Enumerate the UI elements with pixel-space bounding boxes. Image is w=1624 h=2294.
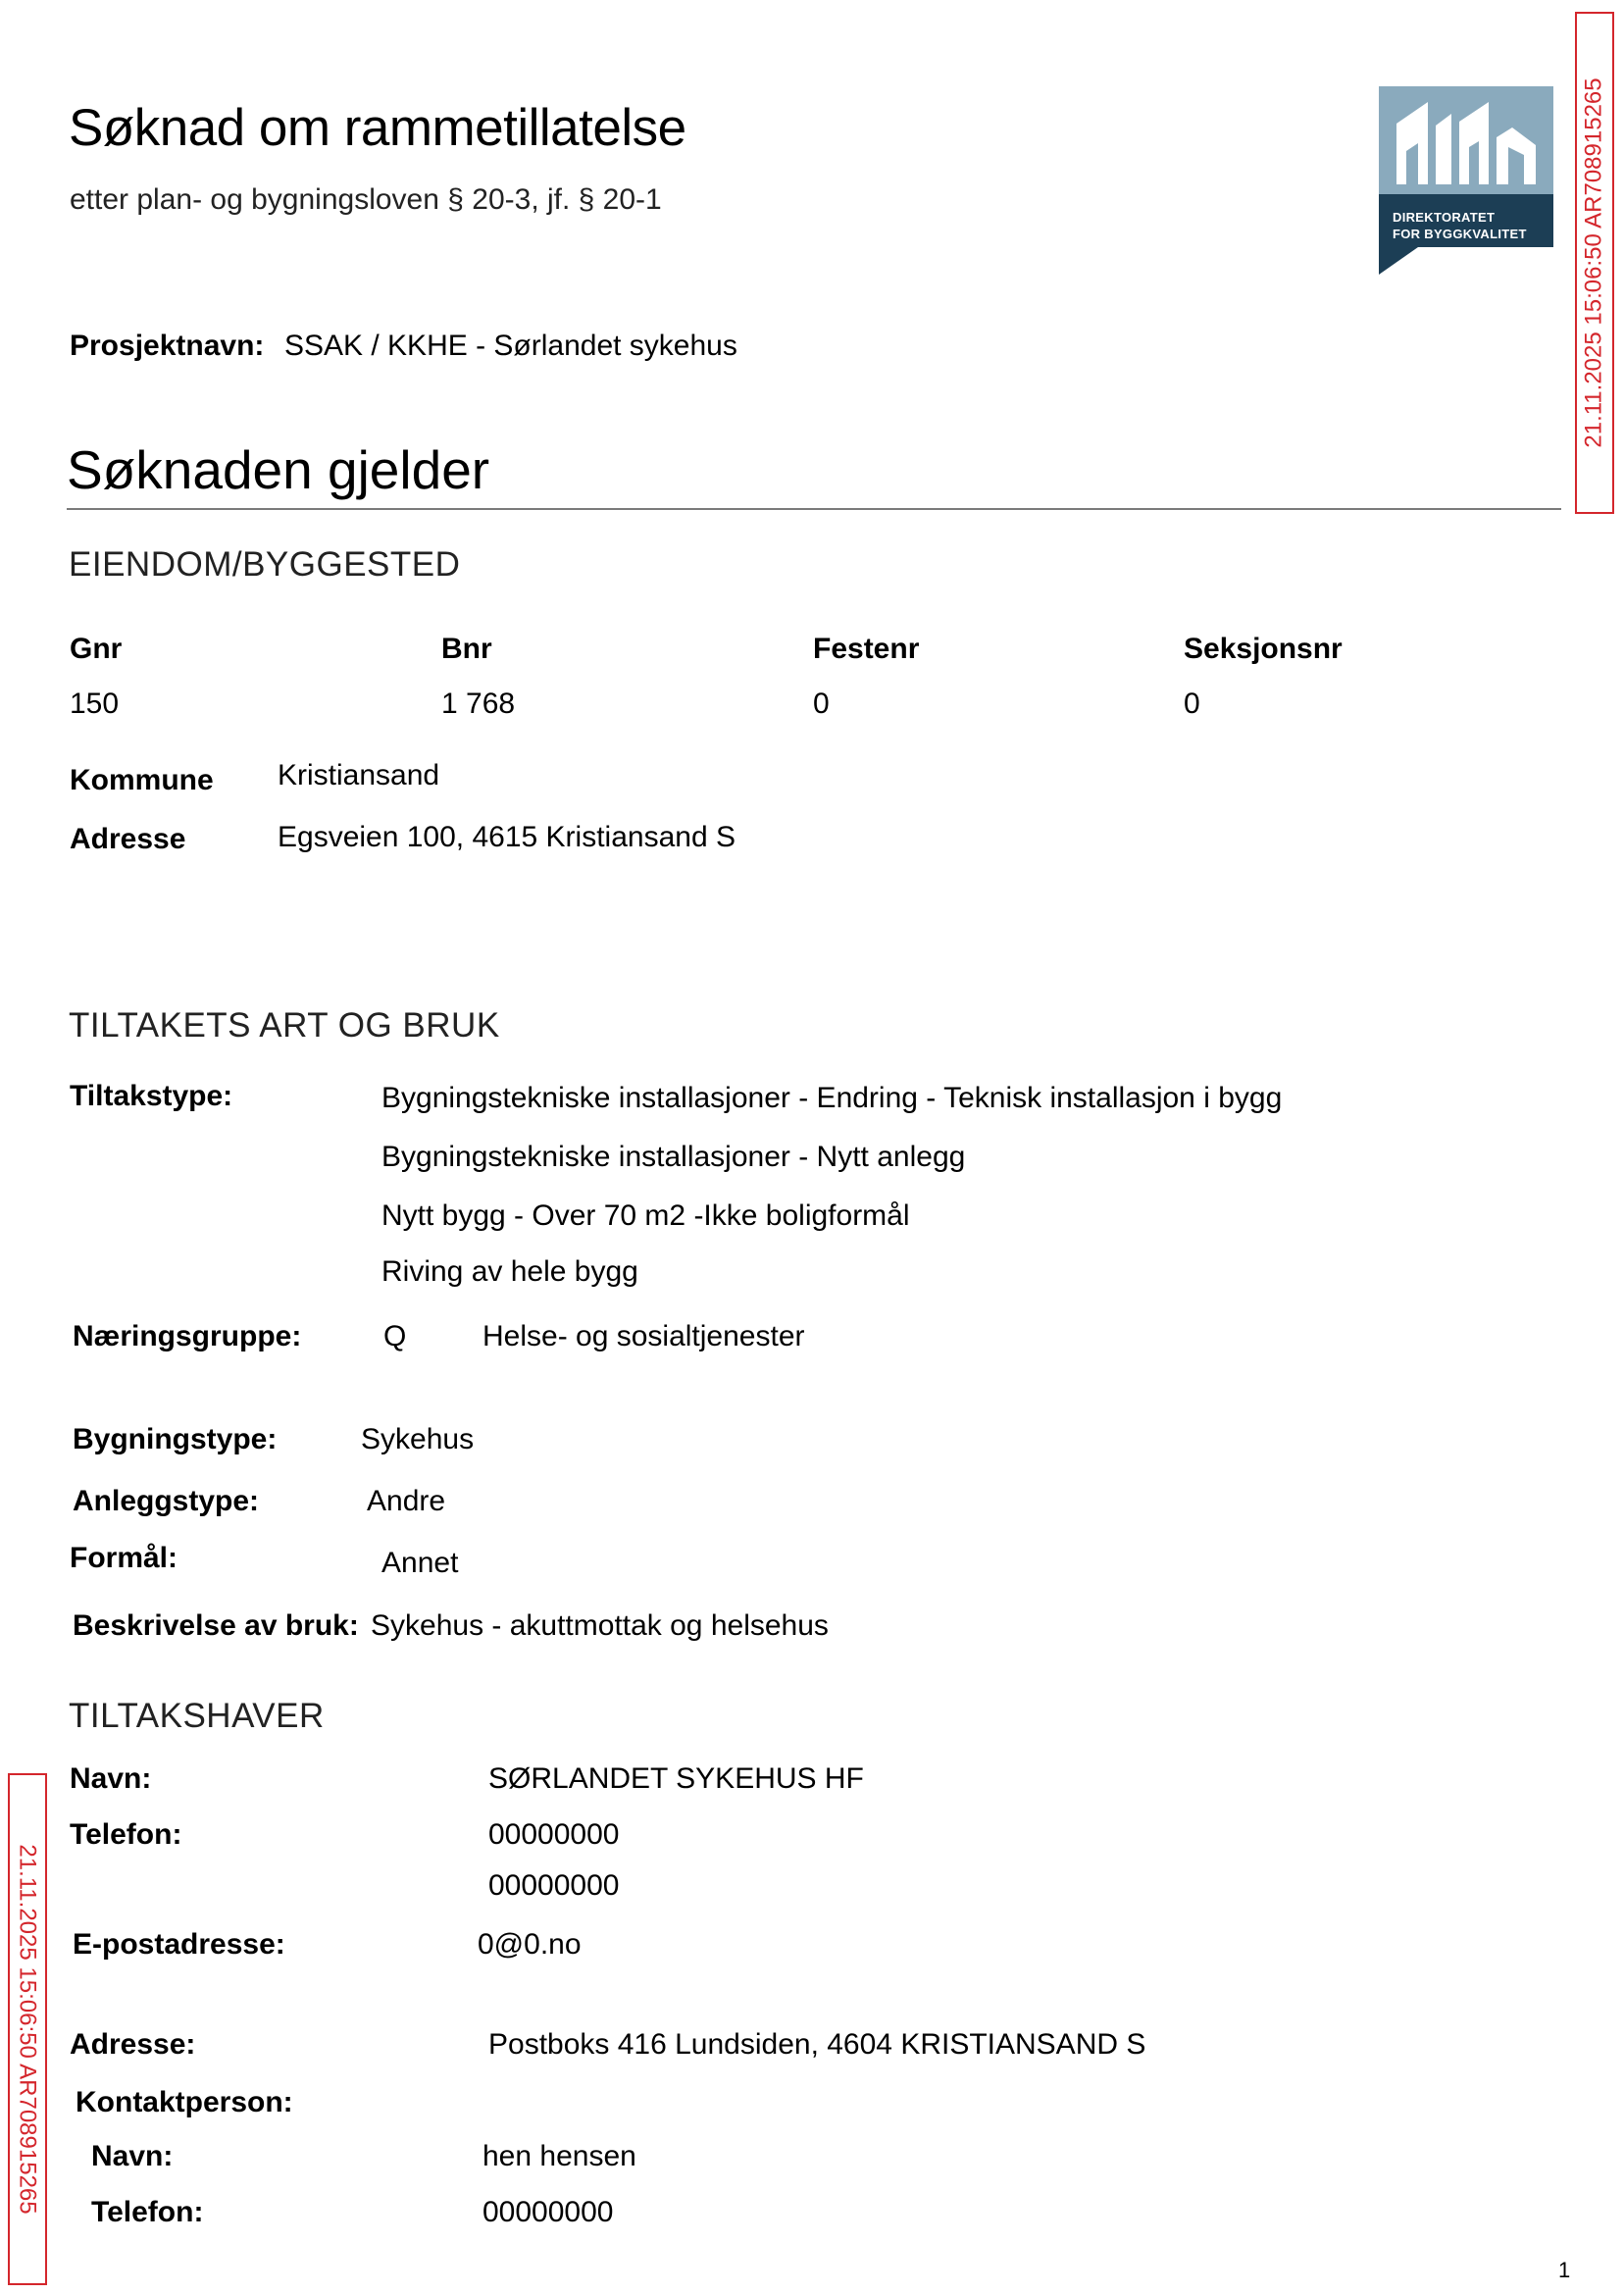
project-value: SSAK / KKHE - Sørlandet sykehus	[284, 330, 737, 362]
formal-value: Annet	[381, 1547, 459, 1579]
page-number: 1	[1558, 2258, 1571, 2282]
naeringsgruppe-value: Helse- og sosialtjenester	[482, 1320, 805, 1352]
seksjonsnr-value: 0	[1184, 688, 1200, 720]
kontakt-navn-value: hen hensen	[482, 2140, 636, 2172]
dibk-logo	[1379, 86, 1553, 275]
kontakt-navn-label: Navn:	[91, 2140, 174, 2172]
project-label: Prosjektnavn:	[70, 330, 265, 362]
bygningstype-label: Bygningstype:	[73, 1423, 278, 1455]
document-title: Søknad om rammetillatelse	[69, 99, 686, 157]
gnr-value: 150	[70, 688, 120, 720]
navn-value: SØRLANDET SYKEHUS HF	[488, 1762, 864, 1795]
kommune-value: Kristiansand	[278, 759, 440, 791]
stamp-text: 21.11.2025 15:06:50 AR708915265	[15, 1844, 41, 2215]
archive-stamp-top	[1575, 12, 1614, 514]
anleggstype-label: Anleggstype:	[73, 1485, 260, 1517]
buildings-logo-icon	[1379, 86, 1553, 194]
section-divider	[67, 508, 1561, 510]
tiltakstype-item: Nytt bygg - Over 70 m2 -Ikke boligformål	[381, 1199, 910, 1232]
tiltakstype-item: Riving av hele bygg	[381, 1255, 638, 1288]
gnr-label: Gnr	[70, 633, 123, 665]
telefon-value: 00000000	[488, 1818, 620, 1851]
tiltakshaver-heading: TILTAKSHAVER	[69, 1697, 325, 1735]
tiltakstype-item: Bygningstekniske installasjoner - Endring - Teknisk installasjon i bygg	[381, 1082, 1283, 1114]
tiltakstype-item: Bygningstekniske installasjoner - Nytt anlegg	[381, 1141, 966, 1173]
archive-stamp-bottom	[8, 1773, 47, 2285]
epost-label: E-postadresse:	[73, 1928, 285, 1961]
navn-label: Navn:	[70, 1762, 152, 1795]
kommune-label: Kommune	[70, 764, 214, 796]
telefon-label: Telefon:	[70, 1818, 182, 1851]
bruk-label: Beskrivelse av bruk:	[73, 1609, 359, 1642]
adresse-value: Egsveien 100, 4615 Kristiansand S	[278, 821, 736, 853]
epost-value: 0@0.no	[478, 1928, 582, 1961]
logo-text-line2: FOR BYGGKVALITET	[1393, 227, 1527, 241]
tiltakshaver-adresse-value: Postboks 416 Lundsiden, 4604 KRISTIANSAND S	[488, 2028, 1146, 2061]
stamp-text: 21.11.2025 15:06:50 AR708915265	[1581, 77, 1607, 448]
tiltak-heading: TILTAKETS ART OG BRUK	[69, 1006, 500, 1045]
seksjonsnr-label: Seksjonsnr	[1184, 633, 1343, 665]
kontakt-telefon-value: 00000000	[482, 2196, 614, 2228]
section-title: Søknaden gjelder	[67, 439, 490, 500]
naeringsgruppe-code: Q	[383, 1320, 407, 1352]
anleggstype-value: Andre	[367, 1485, 446, 1517]
kontaktperson-label: Kontaktperson:	[76, 2086, 293, 2118]
logo-text-line1: DIREKTORATET	[1393, 210, 1496, 225]
tiltakstype-label: Tiltakstype:	[70, 1080, 233, 1112]
tiltakshaver-adresse-label: Adresse:	[70, 2028, 196, 2061]
telefon-value: 00000000	[488, 1869, 620, 1902]
adresse-label: Adresse	[70, 823, 186, 855]
naeringsgruppe-label: Næringsgruppe:	[73, 1320, 302, 1352]
kontakt-telefon-label: Telefon:	[91, 2196, 204, 2228]
festenr-label: Festenr	[813, 633, 920, 665]
document-subtitle: etter plan- og bygningsloven § 20-3, jf. § 20-1	[70, 183, 662, 216]
bygningstype-value: Sykehus	[361, 1423, 475, 1455]
bnr-value: 1 768	[441, 688, 516, 720]
property-heading: EIENDOM/BYGGESTED	[69, 545, 461, 584]
festenr-value: 0	[813, 688, 830, 720]
formal-label: Formål:	[70, 1542, 178, 1574]
bruk-value: Sykehus - akuttmottak og helsehus	[371, 1609, 829, 1642]
bnr-label: Bnr	[441, 633, 492, 665]
